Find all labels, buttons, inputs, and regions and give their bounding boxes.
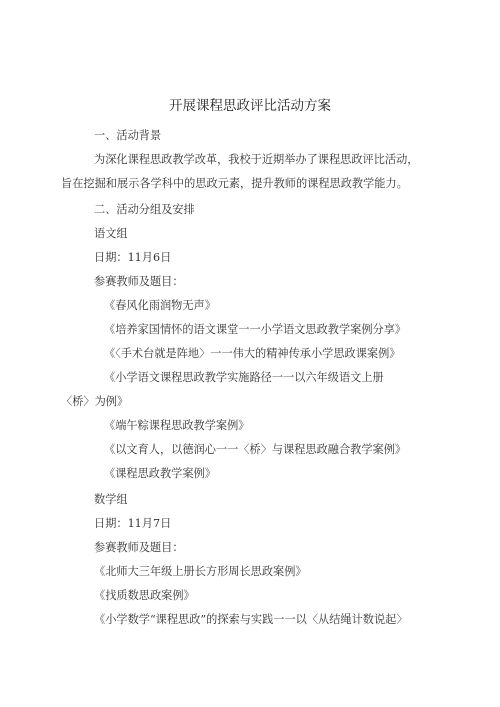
group-date: 日期：11月7日 [94, 517, 172, 530]
page-title: 开展课程思政评比活动方案 [169, 98, 331, 114]
entry-title: 《小学数学“课程思政”的探索与实践一一以〈从结绳计数说起〉 [94, 613, 408, 626]
section-heading-groups: 二、活动分组及安排 [94, 203, 195, 216]
participants-heading: 参赛教师及题目： [94, 275, 184, 288]
entry-title-continued: 〈桥〉为例》 [61, 395, 129, 408]
group-date: 日期：11月6日 [94, 251, 172, 264]
participants-heading: 参赛教师及题目： [94, 541, 184, 554]
paragraph-line: 旨在挖掘和展示各学科中的思政元素，提升教师的课程思政教学能力。 [61, 177, 408, 190]
entry-title: 《课程思政教学案例》 [104, 467, 216, 480]
entry-title: 《端午粽课程思政教学案例》 [104, 419, 250, 432]
group-name-chinese: 语文组 [94, 227, 128, 240]
entry-title: 《〈手术台就是阵地〉一一伟大的精神传承小学思政课案例》 [104, 347, 401, 360]
entry-title: 《北师大三年级上册长方形周长思政案例》 [94, 565, 307, 578]
section-heading-background: 一、活动背景 [94, 129, 162, 142]
entry-title: 《以文育人，以德润心一一〈桥〉与课程思政融合教学案例》 [104, 443, 407, 456]
entry-title: 《培养家国情怀的语文课堂一一小学语文思政教学案例分享》 [104, 323, 407, 336]
entry-title: 《春风化雨润物无声》 [104, 299, 216, 312]
group-name-math: 数学组 [94, 493, 128, 506]
entry-title: 《小学语文课程思政教学实施路径一一以六年级语文上册 [104, 371, 384, 384]
entry-title: 《找质数思政案例》 [94, 589, 195, 602]
paragraph-line: 为深化课程思政教学改革，我校于近期举办了课程思政评比活动， [94, 153, 419, 166]
